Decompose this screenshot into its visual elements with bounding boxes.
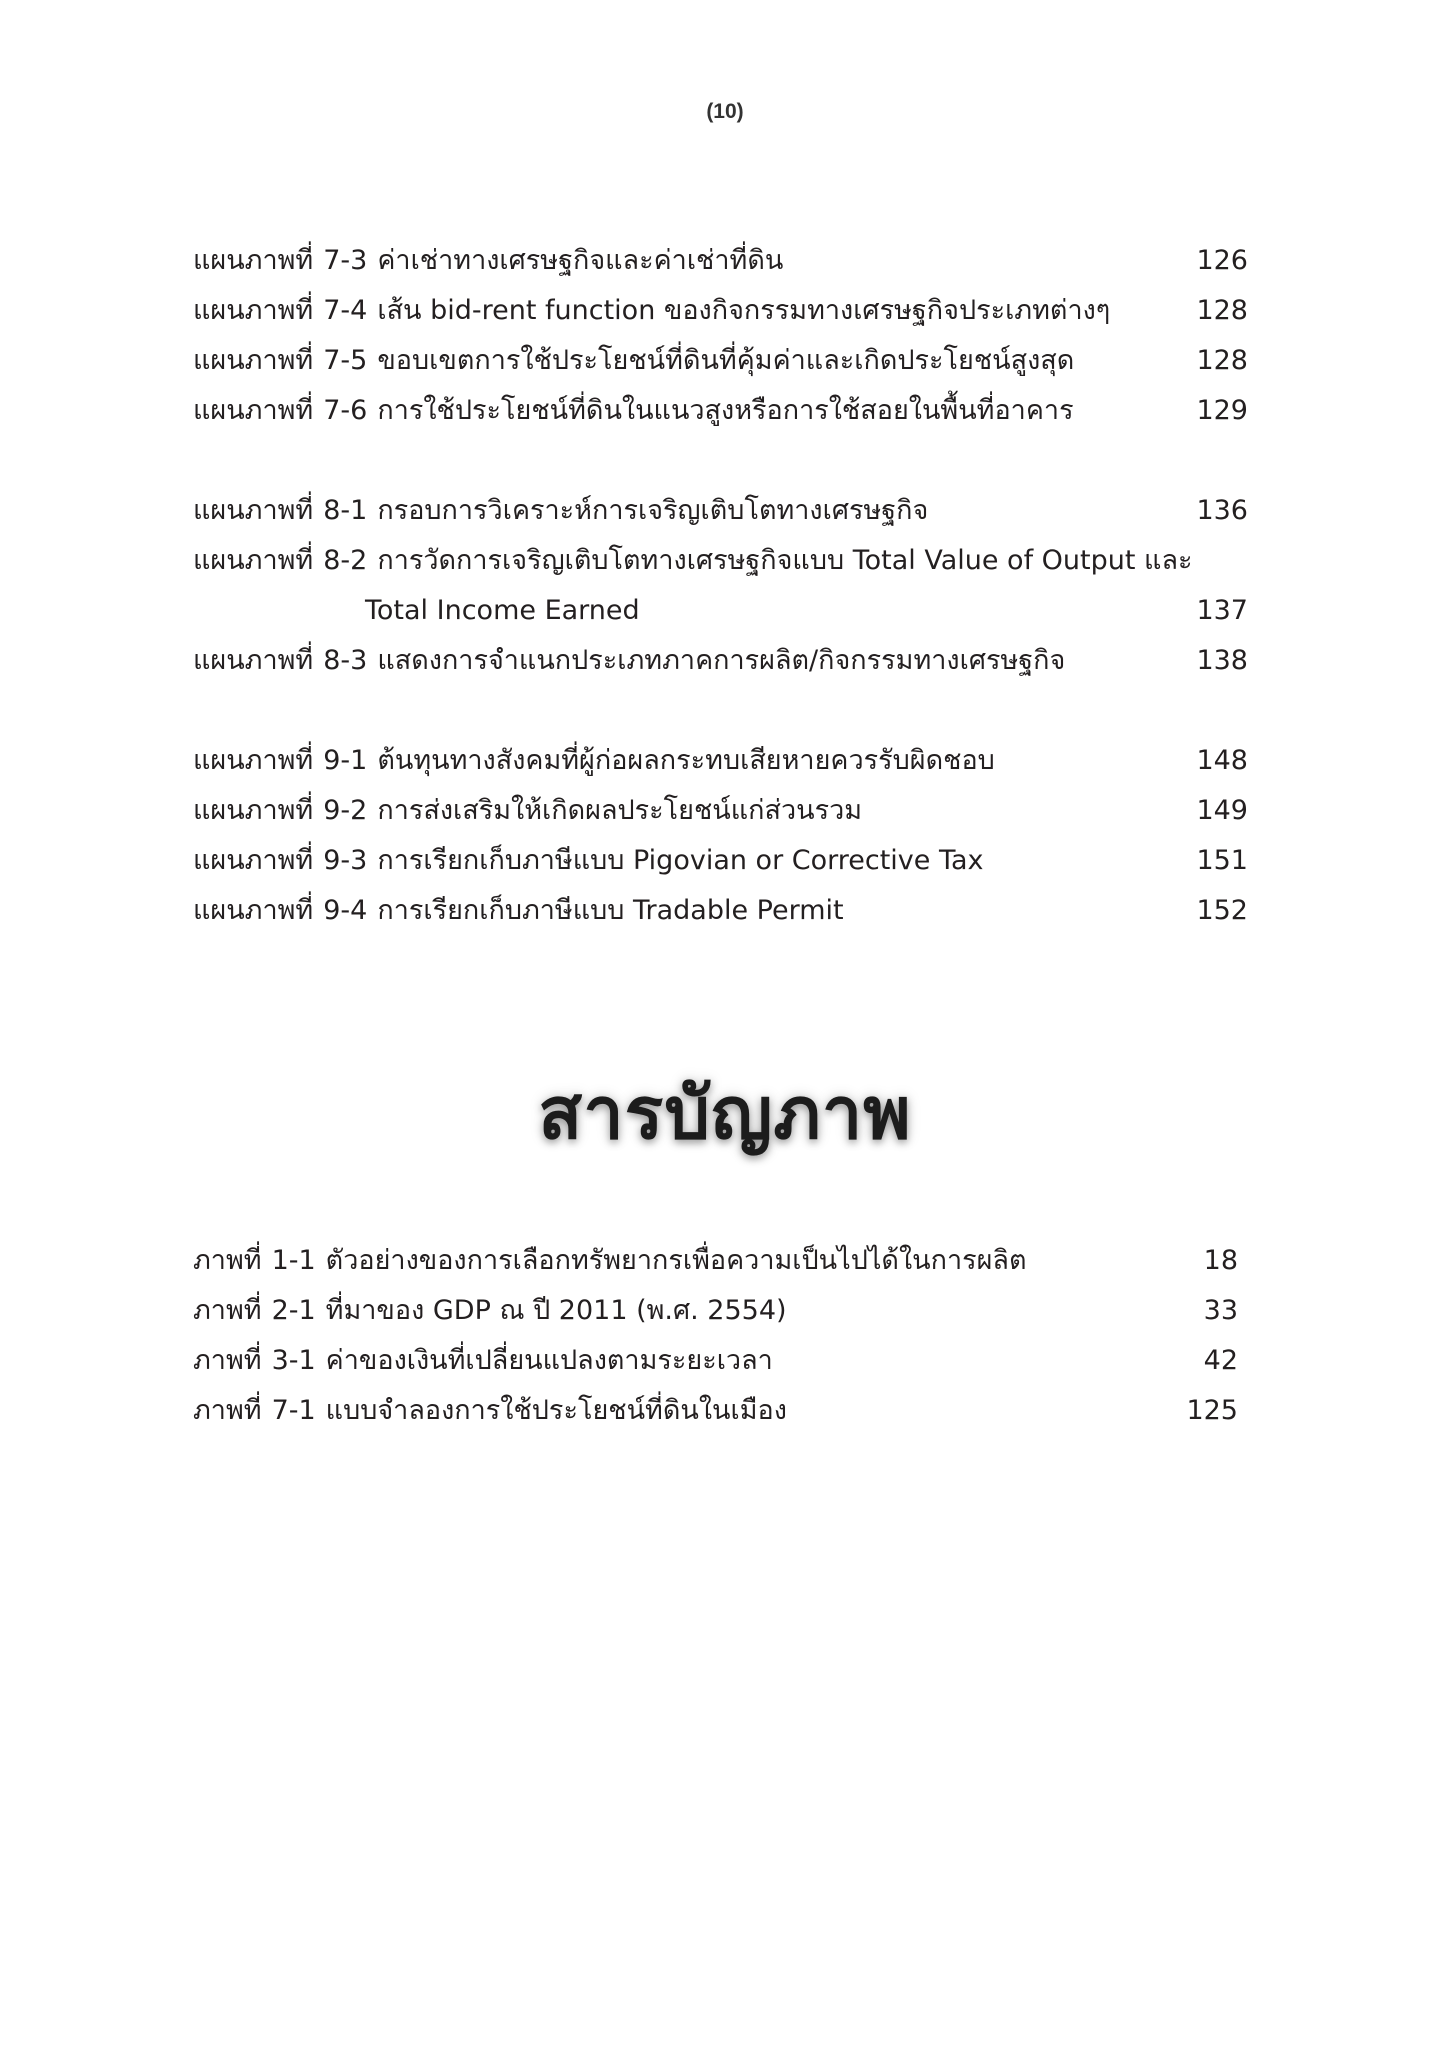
entry-number: 1-1 [271,1245,316,1276]
diagram-entry [193,786,1248,836]
entry-prefix: ภาพที่ [193,1245,262,1276]
entry-page: 33 [1203,1295,1238,1326]
diagram-entry [193,486,1248,536]
entry-prefix: แผนภาพที่ [193,345,314,376]
entry-page: 125 [1186,1395,1238,1426]
entry-title: เส้น bid-rent function ของกิจกรรมทางเศรษฐกิจประเภทต่างๆ [377,295,1111,326]
entry-prefix: แผนภาพที่ [193,895,314,926]
entry-page: 128 [1196,295,1248,326]
entry-page: 148 [1196,745,1248,776]
entry-page: 136 [1196,495,1248,526]
entry-title: การเรียกเก็บภาษีแบบ Pigovian or Corrective Tax [377,845,984,876]
entry-prefix: แผนภาพที่ [193,545,314,576]
entry-page: 137 [1196,595,1248,626]
picture-entry [193,1336,1238,1386]
entry-prefix: ภาพที่ [193,1395,262,1426]
entry-number: 9-4 [323,895,368,926]
entry-prefix: แผนภาพที่ [193,745,314,776]
entry-title: ตัวอย่างของการเลือกทรัพยากรเพื่อความเป็นไปได้ในการผลิต [325,1245,1027,1276]
entry-title: แสดงการจำแนกประเภทภาคการผลิต/กิจกรรมทางเศรษฐกิจ [377,645,1066,676]
entry-number: 7-4 [323,295,368,326]
entry-number: 7-5 [323,345,368,376]
diagram-entry [193,336,1248,386]
entry-title: การส่งเสริมให้เกิดผลประโยชน์แก่ส่วนรวม [377,795,863,826]
entry-title: ที่มาของ GDP ณ ปี 2011 (พ.ศ. 2554) [325,1295,787,1326]
entry-title: การใช้ประโยชน์ที่ดินในแนวสูงหรือการใช้สอยในพื้นที่อาคาร [377,395,1074,426]
entry-page: 42 [1203,1345,1238,1376]
entry-number: 9-3 [323,845,368,876]
entry-number: 9-1 [323,745,368,776]
entry-prefix: ภาพที่ [193,1345,262,1376]
diagram-entry [193,736,1248,786]
picture-entry [193,1386,1238,1436]
entry-number: 2-1 [271,1295,316,1326]
diagram-entry [193,636,1248,686]
entry-title: การวัดการเจริญเติบโตทางเศรษฐกิจแบบ Total Value of Output และ [377,545,1193,576]
entry-page: 128 [1196,345,1248,376]
section-heading: สารบัญภาพ [538,1071,912,1155]
entry-prefix: แผนภาพที่ [193,295,314,326]
entry-number: 7-6 [323,395,368,426]
picture-entry [193,1286,1238,1336]
entry-prefix: แผนภาพที่ [193,845,314,876]
entry-title-continuation-line [193,586,1248,636]
entry-page: 151 [1196,845,1248,876]
entry-prefix: แผนภาพที่ [193,795,314,826]
entry-prefix: ภาพที่ [193,1295,262,1326]
diagram-entry [193,886,1248,936]
entry-page: 18 [1203,1245,1238,1276]
entry-title: ต้นทุนทางสังคมที่ผู้ก่อผลกระทบเสียหายควรรับผิดชอบ [377,745,995,776]
entry-number: 8-3 [323,645,368,676]
entry-title: ค่าของเงินที่เปลี่ยนแปลงตามระยะเวลา [325,1345,773,1376]
entry-prefix: แผนภาพที่ [193,495,314,526]
entry-page: 129 [1196,395,1248,426]
entry-title: การเรียกเก็บภาษีแบบ Tradable Permit [377,895,844,926]
entry-prefix: แผนภาพที่ [193,645,314,676]
entry-page: 152 [1196,895,1248,926]
diagram-entry [193,286,1248,336]
entry-title: ขอบเขตการใช้ประโยชน์ที่ดินที่คุ้มค่าและเกิดประโยชน์สูงสุด [377,345,1075,376]
entry-number: 9-2 [323,795,368,826]
entry-prefix: แผนภาพที่ [193,395,314,426]
entry-title-continuation: Total Income Earned [365,595,640,626]
entry-number: 7-3 [323,245,368,276]
picture-entry [193,1236,1238,1286]
diagram-entry [193,536,1248,626]
entry-title: กรอบการวิเคราะห์การเจริญเติบโตทางเศรษฐกิจ [377,495,929,526]
diagram-entry [193,836,1248,886]
entry-title: แบบจำลองการใช้ประโยชน์ที่ดินในเมือง [325,1395,787,1426]
entry-title: ค่าเช่าทางเศรษฐกิจและค่าเช่าที่ดิน [377,245,784,276]
diagram-entry [193,236,1248,286]
entry-prefix: แผนภาพที่ [193,245,314,276]
entry-page: 126 [1196,245,1248,276]
entry-number: 3-1 [271,1345,316,1376]
page-number: (10) [706,100,744,123]
entry-page: 149 [1196,795,1248,826]
entry-number: 8-2 [323,545,368,576]
entry-number: 8-1 [323,495,368,526]
entry-page: 138 [1196,645,1248,676]
diagram-entry [193,386,1248,436]
entry-number: 7-1 [271,1395,316,1426]
